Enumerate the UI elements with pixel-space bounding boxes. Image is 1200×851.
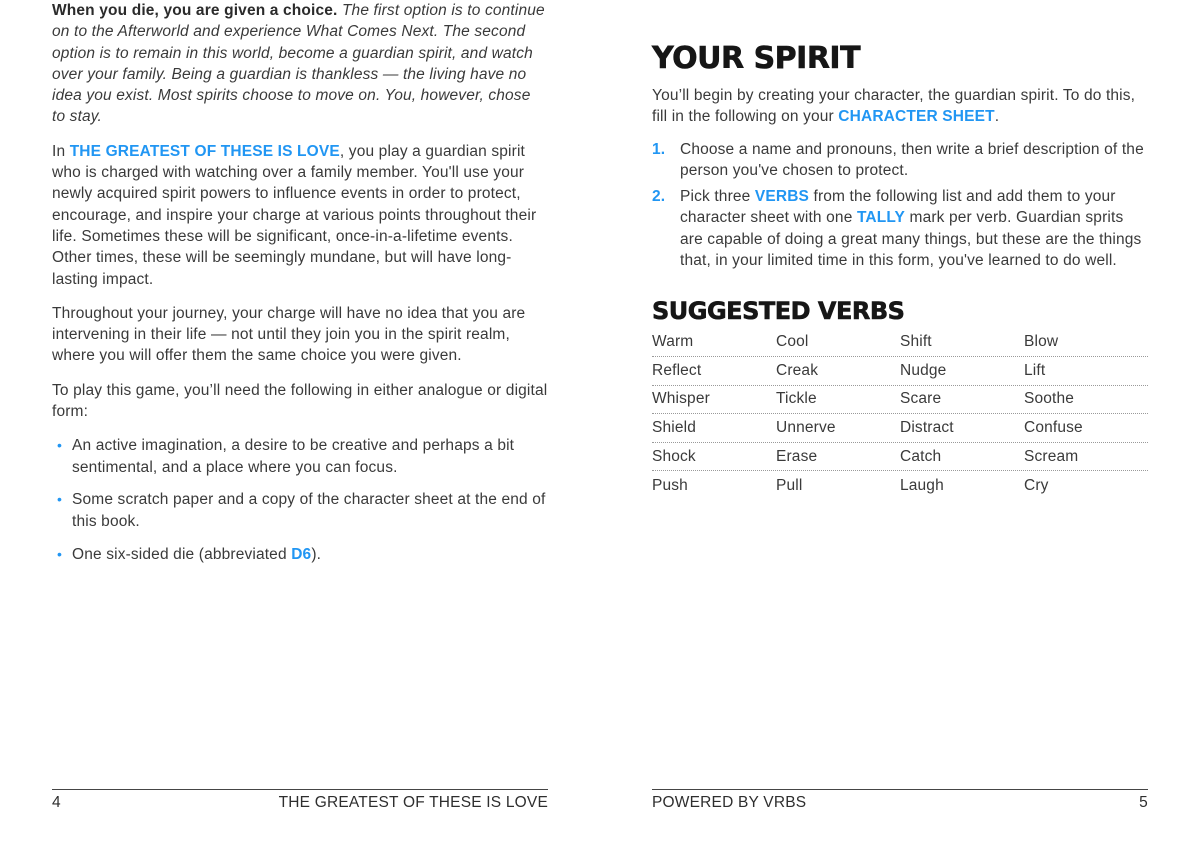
verb-cell: Push xyxy=(652,476,688,494)
verb-cell: Confuse xyxy=(1024,418,1083,436)
page-number: 4 xyxy=(52,794,61,811)
verbs-table xyxy=(652,328,1148,500)
verb-cell: Lift xyxy=(1024,361,1046,379)
table-row xyxy=(652,357,1148,386)
book-title: THE GREATEST OF THESE IS LOVE xyxy=(278,794,548,811)
verb-cell: Blow xyxy=(1024,333,1059,351)
text-segment: Throughout your journey, your charge will have no idea that you are intervening in their life — not until they join you in the spirit realm, where you will offer them the same choice you were given. xyxy=(52,304,526,365)
verb-cell: Whisper xyxy=(652,390,710,408)
page-left-content xyxy=(52,0,548,565)
verb-cell: Shift xyxy=(900,333,932,351)
powered-by-text: POWERED BY VRBS xyxy=(652,794,807,811)
verb-cell: Catch xyxy=(900,447,942,465)
text-segment: To play this game, you’ll need the following in either analogue or digital form: xyxy=(52,381,548,421)
requirements-list xyxy=(52,435,548,564)
text-segment: One six-sided die (abbreviated xyxy=(72,545,292,563)
verb-cell: Cool xyxy=(776,333,809,351)
step-item xyxy=(652,139,1148,182)
verb-cell: Creak xyxy=(776,361,819,379)
verb-cell: Pull xyxy=(776,476,803,494)
cross-reference-link[interactable]: THE GREATEST OF THESE IS LOVE xyxy=(69,142,340,160)
verb-cell: Shield xyxy=(652,418,696,436)
list-item-text xyxy=(72,435,548,478)
page-right xyxy=(600,0,1200,851)
table-row xyxy=(652,386,1148,415)
page-number: 5 xyxy=(1139,794,1148,811)
list-item xyxy=(52,435,548,478)
verb-cell: Scare xyxy=(900,390,942,408)
verb-cell: Tickle xyxy=(776,390,817,408)
text-segment: The first option is to continue on to the Afterworld and experience What Comes Next. The second option is to remain in this world, become a guardian spirit, and watch over your family. Being a guardian is thankless — the living have no idea you exist. Most spirits choose to move on. You, however, chose to stay. xyxy=(52,2,545,126)
game-overview-paragraph xyxy=(52,141,548,290)
cross-reference-link[interactable]: TALLY xyxy=(856,209,906,227)
verb-cell: Reflect xyxy=(652,361,702,379)
list-item xyxy=(52,544,548,565)
step-number: 2. xyxy=(652,188,666,206)
intro-paragraph xyxy=(52,0,548,128)
verbs-heading: SUGGESTED VERBS xyxy=(652,297,905,326)
verb-cell: Distract xyxy=(900,418,954,436)
step-number: 1. xyxy=(652,140,666,158)
page-footer-left xyxy=(52,789,548,812)
table-row xyxy=(652,414,1148,443)
cross-reference-link[interactable]: CHARACTER SHEET xyxy=(838,108,995,126)
bullet-icon: • xyxy=(57,437,63,454)
text-segment: In xyxy=(52,142,70,160)
verb-cell: Unnerve xyxy=(776,418,836,436)
text-segment: mark per verb. Guardian sprits are capable of doing a great many things, but these are the things that, in your limited time in this form, you've learned to do well. xyxy=(680,209,1142,270)
text-segment: from the following list and add them to your character sheet with one xyxy=(680,188,1116,227)
list-item-text xyxy=(72,489,548,532)
verb-cell: Erase xyxy=(776,447,818,465)
bullet-icon: • xyxy=(57,491,63,508)
text-segment: You’ll begin by creating your character, the guardian spirit. To do this, fill in the following on your xyxy=(652,87,1136,126)
list-item-text xyxy=(72,544,321,565)
text-segment: Some scratch paper and a copy of the character sheet at the end of this book. xyxy=(72,491,546,530)
verb-cell: Cry xyxy=(1024,476,1049,494)
verb-cell: Scream xyxy=(1024,447,1079,465)
verb-cell: Laugh xyxy=(900,476,944,494)
requirements-lead-paragraph xyxy=(52,380,548,423)
cross-reference-link[interactable]: D6 xyxy=(291,545,312,563)
character-steps-list xyxy=(652,139,1148,272)
step-text xyxy=(680,139,1148,182)
list-item xyxy=(52,489,548,532)
text-segment: , you play a guardian spirit who is charged with watching over a family member. You'll use your newly acquired spirit powers to influence events in order to protect, encourage, and inspire your charge at various points throughout their life. Sometimes these will be significant, once-in-a-lifetime events. Other times, these will be seemingly mundane, but will have long-lasting impact. xyxy=(52,142,537,288)
text-segment: Pick three xyxy=(680,188,755,206)
journey-paragraph xyxy=(52,303,548,367)
text-segment: An active imagination, a desire to be creative and perhaps a bit sentimental, and a place where you can focus. xyxy=(72,437,515,476)
cross-reference-link[interactable]: VERBS xyxy=(754,188,810,206)
table-row xyxy=(652,328,1148,357)
verb-cell: Soothe xyxy=(1024,390,1075,408)
verb-cell: Nudge xyxy=(900,361,947,379)
table-row xyxy=(652,471,1148,500)
text-segment: ). xyxy=(311,545,322,563)
verb-cell: Warm xyxy=(652,333,694,351)
step-item xyxy=(652,186,1148,271)
page-footer-right xyxy=(652,789,1148,812)
text-segment: When you die, you are given a choice. xyxy=(52,2,342,19)
table-row xyxy=(652,443,1148,472)
verb-cell: Shock xyxy=(652,447,696,465)
text-segment: Choose a name and pronouns, then write a brief description of the person you've chosen to protect. xyxy=(680,140,1144,179)
section-heading: YOUR SPIRIT xyxy=(652,41,861,76)
text-segment: . xyxy=(994,108,1000,126)
bullet-icon: • xyxy=(57,545,63,562)
step-text xyxy=(680,186,1148,271)
spirit-intro-paragraph xyxy=(652,85,1148,128)
